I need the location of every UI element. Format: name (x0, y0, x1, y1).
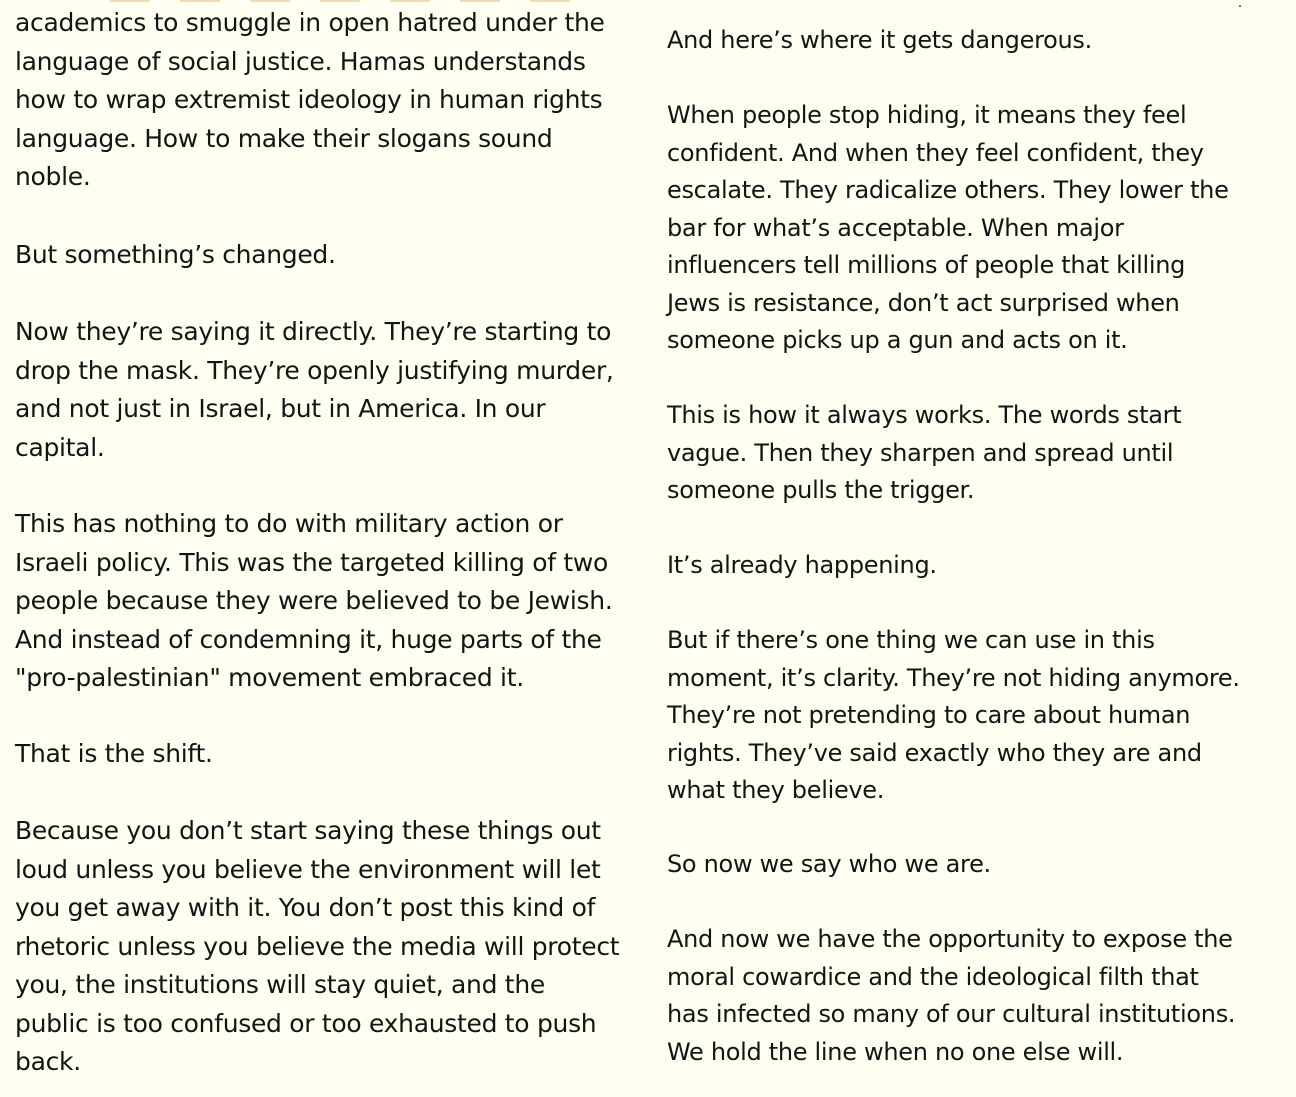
paragraph-right-3: This is how it always works. The words start vague. Then they sharpen and spread until someone pulls the trigger. (667, 401, 1182, 504)
paragraph-left-1: academics to smuggle in open hatred under the language of social justice. Hamas understands how to wrap extremist ideology in human rights language. How to make their slogans sound noble. (15, 8, 605, 191)
paragraph-right-5: But if there’s one thing we can use in this moment, it’s clarity. They’re not hiding anymore. They’re not pretending to care about human rights. They’ve said exactly who they are and what they believe. (667, 626, 1240, 804)
paragraph-right-2: When people stop hiding, it means they feel confident. And when they feel confident, they escalate. They radicalize others. They lower the bar for what’s acceptable. When major influencers tell millions of people that killing Jews is resistance, don’t act surprised when someone picks up a gun and acts on it. (667, 101, 1229, 354)
top-edge-artifact (110, 0, 600, 2)
corner-dot (1239, 5, 1241, 7)
paragraph-right-4: It’s already happening. (667, 551, 937, 579)
paragraph-left-4: This has nothing to do with military action or Israeli policy. This was the targeted killing of two people because they were believed to be Jewish. And instead of condemning it, huge parts of the "pro-palestinian" movement embraced it. (15, 509, 613, 692)
paragraph-right-6: So now we say who we are. (667, 850, 991, 878)
paragraph-right-1: And here’s where it gets dangerous. (667, 26, 1092, 54)
paragraph-left-5: That is the shift. (15, 739, 213, 768)
paragraph-left-3: Now they’re saying it directly. They’re starting to drop the mask. They’re openly justifying murder, and not just in Israel, but in America. In our capital. (15, 317, 614, 462)
paragraph-left-6: Because you don’t start saying these things out loud unless you believe the environment will let you get away with it. You don’t post this kind of rhetoric unless you believe the media will protect you, the institutions will stay quiet, and the public is too confused or too exhausted to push back. (15, 816, 620, 1076)
paragraph-left-2: But something’s changed. (15, 240, 336, 269)
paragraph-right-7: And now we have the opportunity to expose the moral cowardice and the ideological filth that has infected so many of our cultural institutions. We hold the line when no one else will. (667, 925, 1236, 1066)
